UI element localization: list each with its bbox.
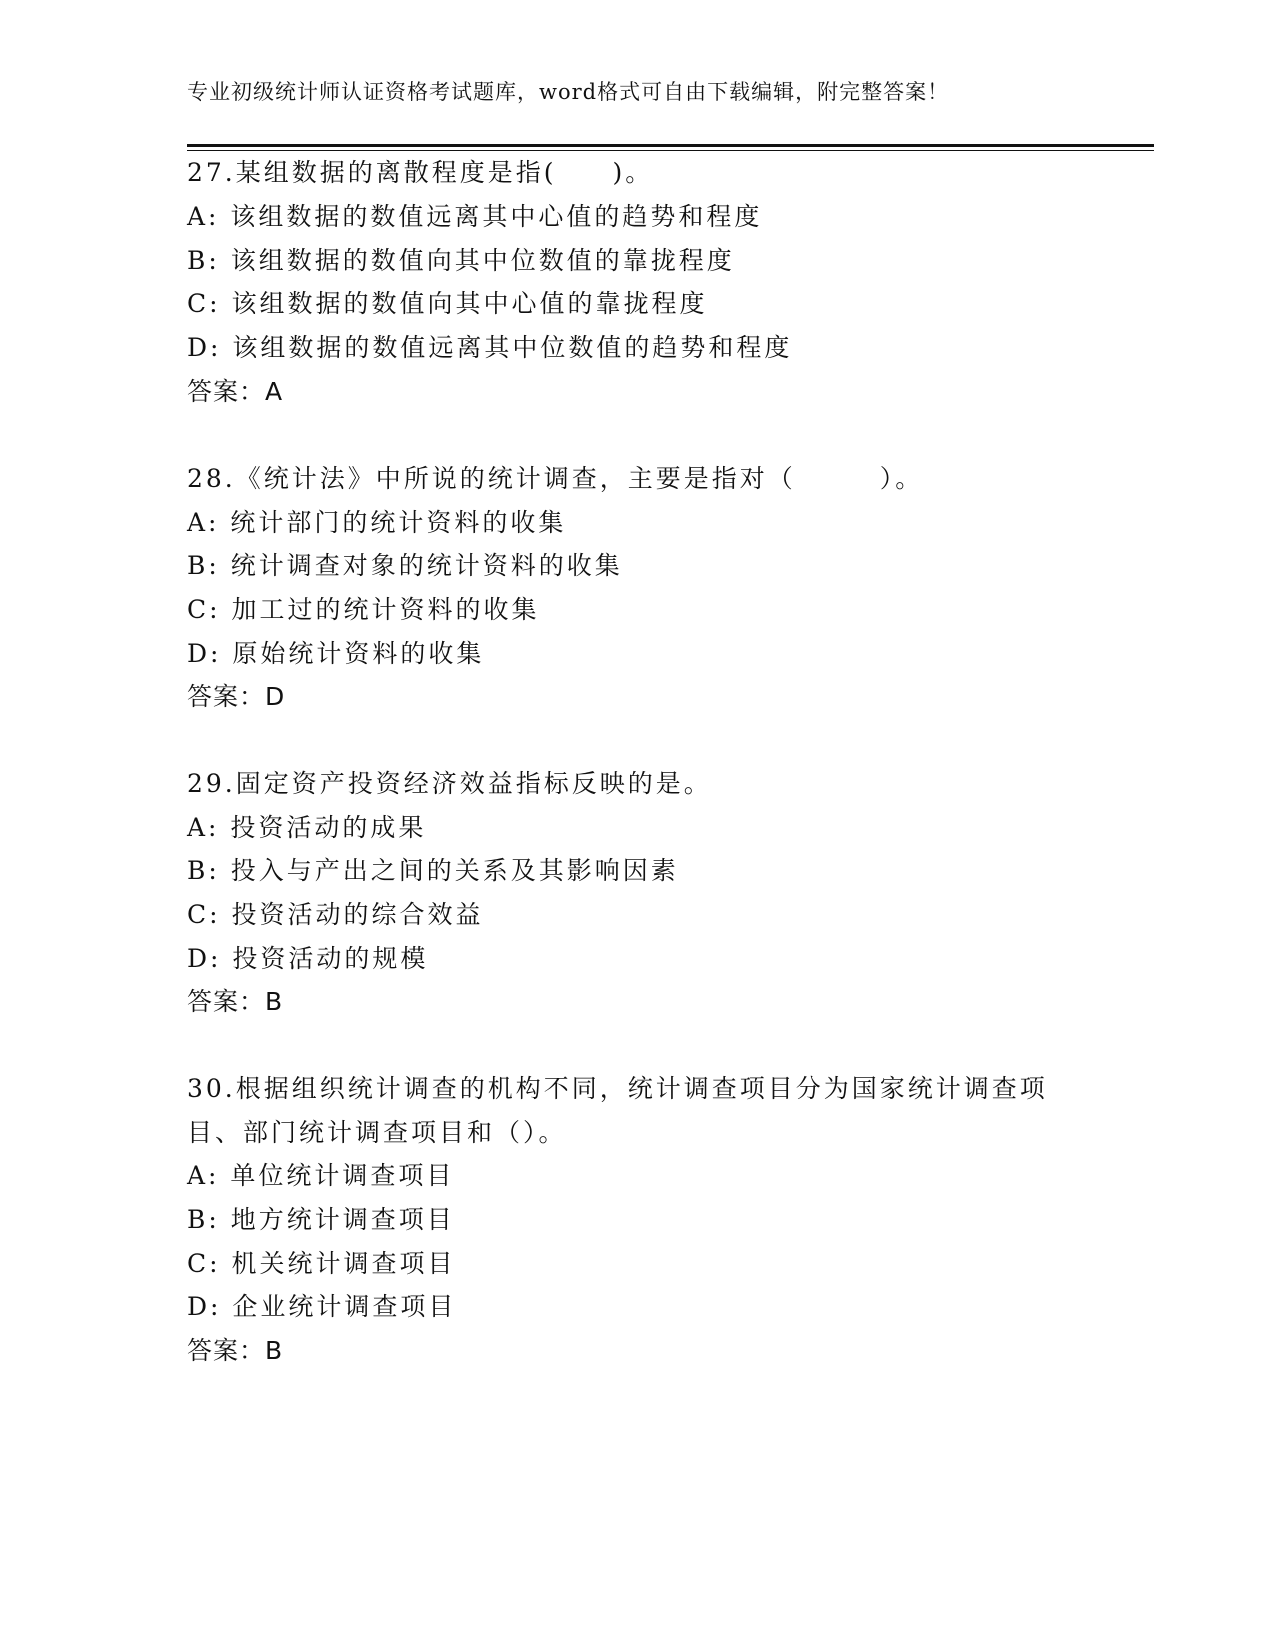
question-27-option-d: D: 该组数据的数值远离其中位数值的趋势和程度 [187,333,793,362]
page-header: 专业初级统计师认证资格考试题库，word格式可自由下载编辑，附完整答案！ [187,80,950,104]
question-30-answer: 答案：B [187,1336,284,1365]
question-30-option-b: B: 地方统计调查项目 [187,1205,455,1234]
question-30-option-d: D: 企业统计调查项目 [187,1292,457,1321]
question-28-option-b: B: 统计调查对象的统计资料的收集 [187,551,623,580]
header-rule-thick [187,144,1154,147]
question-28-option-c: C: 加工过的统计资料的收集 [187,595,540,624]
question-29-option-c: C: 投资活动的综合效益 [187,900,484,929]
question-30-stem-line-1: 30.根据组织统计调查的机构不同，统计调查项目分为国家统计调查项 [187,1074,1048,1103]
question-29-option-d: D: 投资活动的规模 [187,944,429,973]
question-27-option-b: B: 该组数据的数值向其中位数值的靠拢程度 [187,246,735,275]
question-27-option-c: C: 该组数据的数值向其中心值的靠拢程度 [187,289,708,318]
question-29-stem: 29.固定资产投资经济效益指标反映的是。 [187,769,712,798]
question-28-stem: 28.《统计法》中所说的统计调查，主要是指对（ ）。 [187,464,924,493]
question-30-stem-line-2: 目、部门统计调查项目和（）。 [187,1118,567,1147]
question-28-answer: 答案：D [187,682,286,711]
question-29-answer: 答案：B [187,987,284,1016]
question-30-option-c: C: 机关统计调查项目 [187,1249,456,1278]
header-rule-thin [187,150,1154,151]
question-28-option-a: A: 统计部门的统计资料的收集 [187,508,567,537]
question-27-option-a: A: 该组数据的数值远离其中心值的趋势和程度 [187,202,763,231]
question-29-option-b: B: 投入与产出之间的关系及其影响因素 [187,856,679,885]
question-27-stem: 27.某组数据的离散程度是指( )。 [187,158,654,187]
question-27-answer: 答案：A [187,377,284,406]
question-29-option-a: A: 投资活动的成果 [187,813,427,842]
question-28-option-d: D: 原始统计资料的收集 [187,639,485,668]
question-30-option-a: A: 单位统计调查项目 [187,1161,455,1190]
